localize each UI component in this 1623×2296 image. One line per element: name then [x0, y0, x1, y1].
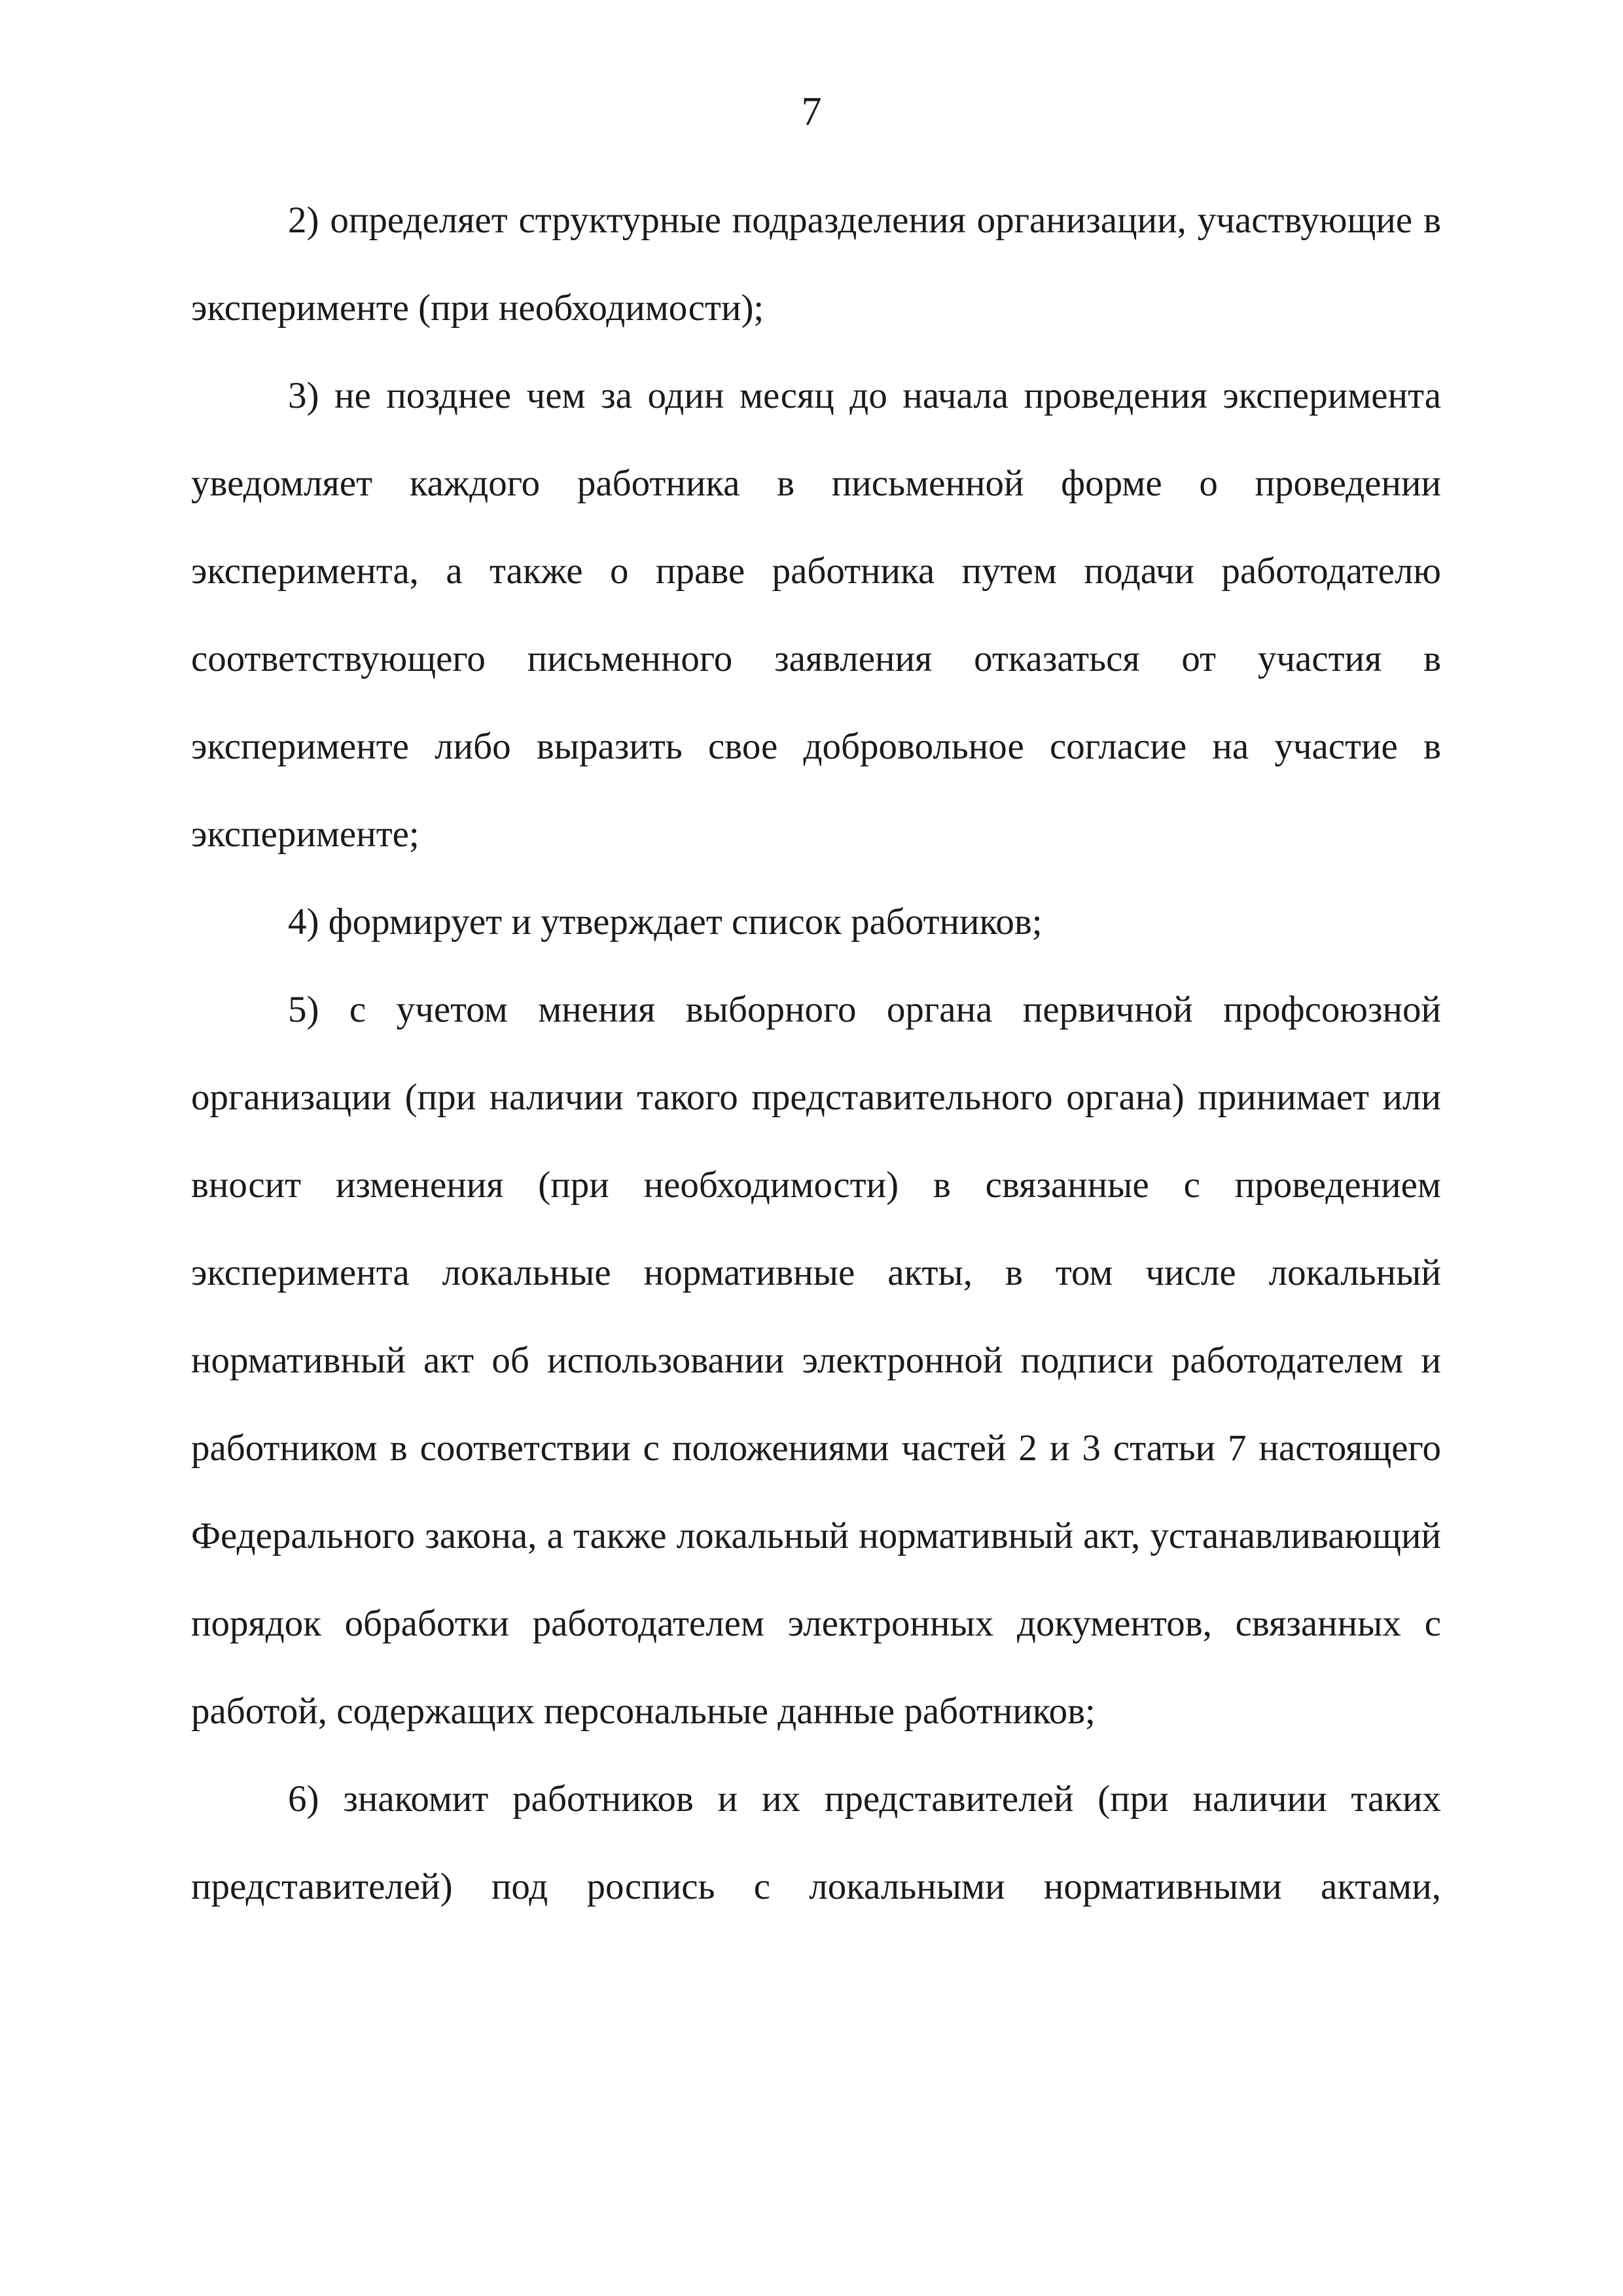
- document-body: [191, 177, 1441, 1931]
- paragraph-item-5: 5) с учетом мнения выборного органа первичной профсоюзной организации (при наличии такого представительного органа) принимает или вносит изменения (при необходимости) в связанные с проведением эксперимента локальные нормативные акты, в том числе локальный нормативный акт об использовании электронной подписи работодателем и работником в соответствии с положениями частей 2 и 3 статьи 7 настоящего Федерального закона, а также локальный нормативный акт, устанавливающий порядок обработки работодателем электронных документов, связанных с работой, содержащих персональные данные работников;: [191, 989, 1441, 1732]
- paragraph-item-4: 4) формирует и утверждает список работников;: [288, 901, 1043, 942]
- page-number: 7: [801, 90, 822, 134]
- paragraph-item-3: 3) не позднее чем за один месяц до начала проведения эксперимента уведомляет каждого работника в письменной форме о проведении эксперимента, а также о праве работника путем подачи работодателю соответствующего письменного заявления отказаться от участия в эксперименте либо выразить свое добровольное согласие на участие в эксперименте;: [191, 375, 1441, 855]
- paragraph-item-2: 2) определяет структурные подразделения организации, участвующие в эксперименте (при необходимости);: [191, 200, 1441, 329]
- paragraph-item-6: 6) знакомит работников и их представителей (при наличии таких представителей) под роспись с локальными нормативными актами,: [191, 1778, 1441, 1907]
